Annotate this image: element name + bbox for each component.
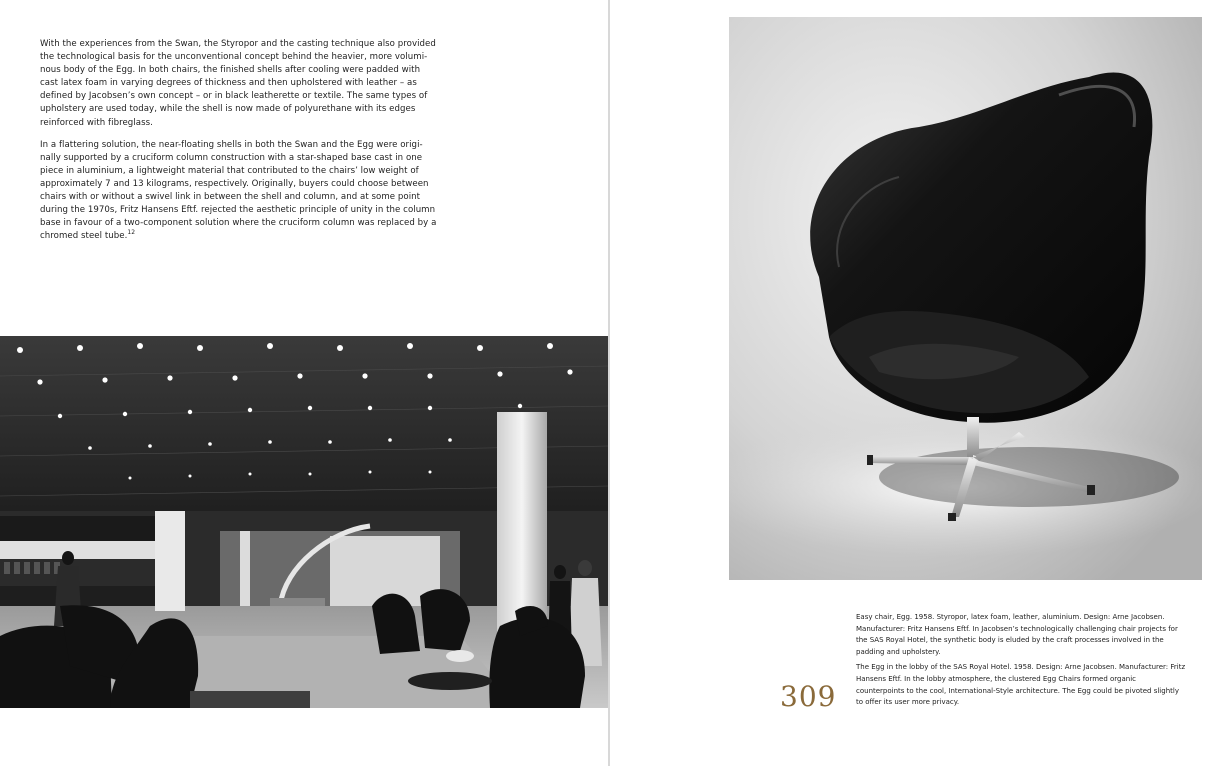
lobby-photo — [0, 336, 608, 708]
egg-chair-illustration — [729, 17, 1202, 580]
paragraph-2-text: In a flattering solution, the near-floating shells in both the Swan and the Egg were origi-nally supported by a cruciform column construction with a star-shaped base cast in one piece in aluminium, a lightweight material that contributed to the chairs’ low weight of approximately 7 and 13 kilograms, respectively. Originally, buyers could choose between chairs with or without a swivel link in between the shell and column, and at some point during the 1970s, Fritz Hansens Eftf. rejected the aesthetic principle of unity in the column base in favour of a two-component solution where the cruciform column was replaced by a chromed steel tube. — [40, 139, 437, 242]
lobby-illustration — [0, 336, 608, 708]
footnote-reference: 12 — [127, 229, 136, 237]
paragraph-2 — [40, 139, 440, 244]
page-number: 309 — [780, 680, 837, 713]
captions — [856, 612, 1186, 713]
paragraph-1: With the experiences from the Swan, the Styropor and the casting technique also provided the technological basis for the unconventional concept behind the heavier, more volumi-nous body of the Egg. In both chairs, the finished shells after cooling were padded with cast latex foam in varying degrees of thickness and then upholstered with leather – as defined by Jacobsen’s own concept – or in black leatherette or textile. The same types of upholstery are used today, while the shell is now made of polyurethane with its edges reinforced with fibreglass. — [40, 39, 436, 128]
caption-egg-chair: Easy chair, Egg. 1958. Styropor, latex foam, leather, aluminium. Design: Arne Jacobsen. Manufacturer: Fritz Hansens Eftf. In Jacobsen’s technologically challenging chair projects for the SAS Royal Hotel, the synthetic body is eluded by the craft processes involved in the padding and upholstery. — [856, 613, 1178, 656]
left-page — [0, 0, 608, 766]
egg-chair-photo — [729, 17, 1202, 580]
caption-lobby: The Egg in the lobby of the SAS Royal Hotel. 1958. Design: Arne Jacobsen. Manufacturer: Fritz Hansens Eftf. In the lobby atmosphere, the clustered Egg Chairs formed organic counterpoints to the cool, International-Style architecture. The Egg could be pivoted slightly to offer its user more privacy. — [856, 663, 1186, 707]
right-page — [610, 0, 1219, 766]
body-text — [40, 38, 440, 252]
